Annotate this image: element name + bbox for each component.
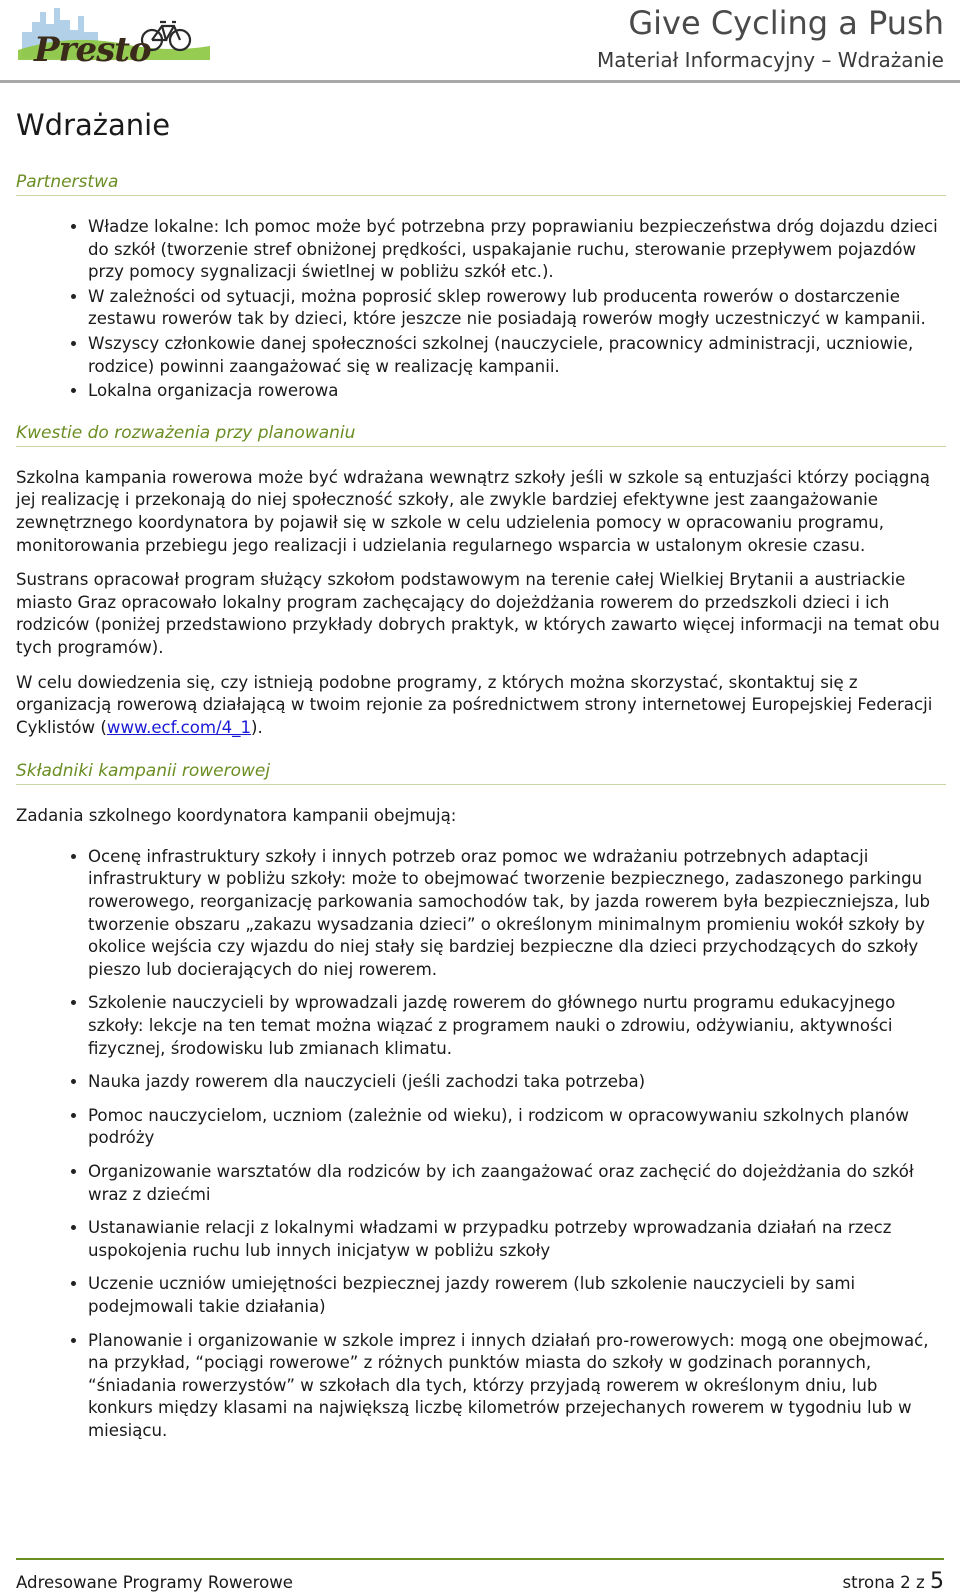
section-heading-partnerships: Partnerstwa bbox=[16, 172, 946, 196]
page-title: Wdrażanie bbox=[16, 108, 171, 142]
list-item: • Nauka jazdy rowerem dla nauczycieli (jeśli zachodzi taka potrzeba) bbox=[88, 1071, 946, 1094]
logo-text: Presto bbox=[34, 30, 151, 70]
footer-divider bbox=[16, 1558, 944, 1560]
page-total: 5 bbox=[930, 1569, 944, 1594]
section-heading-planning: Kwestie do rozważenia przy planowaniu bbox=[16, 423, 946, 447]
para3-text-after: ). bbox=[251, 717, 263, 737]
partnerships-list bbox=[16, 216, 946, 403]
planning-paragraph-2: Sustrans opracował program służący szkołom podstawowym na terenie całej Wielkiej Brytanii a austriackie miasto Graz opracowało lokalny program zachęcający do dojeżdżania rowerem do przedszkoli dzieci i ich rodziców (poniżej przedstawiono przykłady dobrych praktyk, w których zawarto więcej informacji na temat obu tych programów). bbox=[16, 570, 940, 657]
section-heading-components: Składniki kampanii rowerowej bbox=[16, 761, 946, 785]
page-header bbox=[0, 0, 960, 82]
list-item: • Pomoc nauczycielom, uczniom (zależnie od wieku), i rodzicom w opracowywaniu szkolnych planów podróży bbox=[88, 1105, 946, 1150]
planning-paragraph-3 bbox=[16, 672, 946, 740]
page-number-label: strona 2 z bbox=[842, 1573, 925, 1592]
ecf-link[interactable]: www.ecf.com/4_1 bbox=[106, 717, 252, 737]
list-item: • Planowanie i organizowanie w szkole imprez i innych działań pro-rowerowych: mogą one obejmować, na przykład, “pociągi rowerowe” z różnych punktów miasta do szkoły w godzinach porannych, “śniadania rowerzystów” w szkołach dla tych, którzy przyjadą rowerem w określonym dniu, lub konkurs między klasami na największą liczbę kilometrów przejechanych rowerem w tygodniu lub w miesiącu. bbox=[88, 1330, 946, 1443]
presto-logo bbox=[14, 2, 214, 78]
para3-text-before: W celu dowiedzenia się, czy istnieją podobne programy, z których można skorzystać, skontaktuj się z organizacją rowerową działającą w twoim rejonie za pośrednictwem strony internetowej Europejskiej Federacji Cyklistów ( bbox=[16, 672, 933, 737]
document-title: Give Cycling a Push bbox=[628, 4, 944, 42]
list-item: • Władze lokalne: Ich pomoc może być potrzebna przy poprawianiu bezpieczeństwa dróg dojazdu dzieci do szkół (tworzenie stref obniżonej prędkości, uspakajanie ruchu, sterowanie przepływem pojazdów przy pomocy sygnalizacji świetlnej w pobliżu szkół etc.). bbox=[88, 216, 946, 284]
list-item: • Ustanawianie relacji z lokalnymi władzami w przypadku potrzeby wprowadzania działań na rzecz uspokojenia ruchu lub innych inicjatyw w pobliżu szkoły bbox=[88, 1217, 946, 1262]
list-item: • Wszyscy członkowie danej społeczności szkolnej (nauczyciele, pracownicy administracji, uczniowie, rodzice) powinni zaangażować się w realizację kampanii. bbox=[88, 333, 946, 378]
list-item: • W zależności od sytuacji, można poprosić sklep rowerowy lub producenta rowerów o dostarczenie zestawu rowerów tak by dzieci, które jeszcze nie posiadają rowerów mogły uczestniczyć w kampanii. bbox=[88, 286, 946, 331]
list-item: • Lokalna organizacja rowerowa bbox=[88, 380, 946, 403]
components-list bbox=[16, 846, 946, 1443]
list-item: • Uczenie uczniów umiejętności bezpiecznej jazdy rowerem (lub szkolenie nauczycieli by sami podejmowali takie działania) bbox=[88, 1273, 946, 1318]
components-intro: Zadania szkolnego koordynatora kampanii obejmują: bbox=[16, 806, 457, 826]
page-content bbox=[16, 108, 946, 1463]
document-subtitle: Materiał Informacyjny – Wdrażanie bbox=[596, 48, 944, 72]
list-item: • Szkolenie nauczycieli by wprowadzali jazdę rowerem do głównego nurtu programu edukacyjnego szkoły: lekcje na ten temat można wiązać z programem nauki o zdrowiu, odżywianiu, aktywności fizycznej, środowisku lub zmianach klimatu. bbox=[88, 992, 946, 1060]
page-footer bbox=[16, 1558, 944, 1594]
list-item: • Ocenę infrastruktury szkoły i innych potrzeb oraz pomoc we wdrażaniu potrzebnych adaptacji infrastruktury w pobliżu szkoły: może to obejmować tworzenie bezpiecznego, zadaszonego parkingu rowerowego, reorganizację parkowania samochodów tak, by jazda rowerem była bezpieczniejsza, lub tworzenie obszaru „zakazu wysadzania dzieci” o określonym minimalnym promieniu wokół szkoły by okolice wejścia czy wjazdu do niej stały się bardziej bezpieczne dla dzieci przychodzących do szkoły pieszo lub docierających do niej rowerem. bbox=[88, 846, 946, 982]
footer-program-name: Adresowane Programy Rowerowe bbox=[16, 1573, 294, 1592]
planning-paragraph-1: Szkolna kampania rowerowa może być wdrażana wewnątrz szkoły jeśli w szkole są entuzjaści którzy pociągną jej realizację i przekonają do niej społeczność szkoły, ale zwykle bardziej efektywne jest zaangażowanie zewnętrznego koordynatora by pojawił się w szkole w celu udzielenia pomocy w opracowaniu programu, monitorowania przebiegu jego realizacji i udzielania regularnego wsparcia w ustalonym okresie czasu. bbox=[16, 467, 930, 555]
page-number bbox=[842, 1569, 944, 1594]
list-item: • Organizowanie warsztatów dla rodziców by ich zaangażować oraz zachęcić do dojeżdżania do szkół wraz z dziećmi bbox=[88, 1161, 946, 1206]
header-divider bbox=[0, 80, 960, 83]
